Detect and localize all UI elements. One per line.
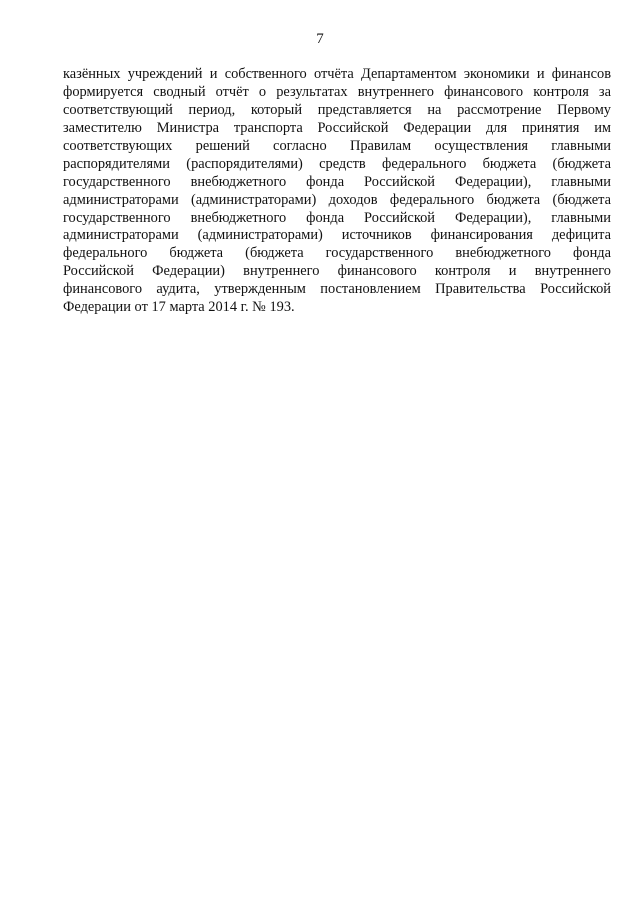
text-line: формируется сводный отчёт о результатах внутреннего финансового контроля за [63,83,611,100]
body-paragraph [63,66,611,317]
text-line: администраторами (администраторами) источников финансирования дефицита [63,227,611,244]
page-number: 7 [316,31,324,47]
text-line: Российской Федерации) внутреннего финансового контроля и внутреннего [63,263,611,280]
text-line: администраторами (администраторами) доходов федерального бюджета (бюджета [63,191,611,208]
text-line: казённых учреждений и собственного отчёта Департаментом экономики и финансов [63,66,611,82]
text-line: государственного внебюджетного фонда Российской Федерации), главными [63,209,611,226]
text-line: заместителю Министра транспорта Российской Федерации для принятия им [63,119,611,136]
text-line: Федерации от 17 марта 2014 г. № 193. [63,299,295,316]
text-line: соответствующий период, который представляется на рассмотрение Первому [63,101,611,118]
text-line: финансового аудита, утвержденным постановлением Правительства Российской [63,281,611,298]
text-line: соответствующих решений согласно Правилам осуществления главными [63,137,611,154]
text-line: распорядителями (распорядителями) средств федерального бюджета (бюджета [63,155,611,172]
text-line: государственного внебюджетного фонда Российской Федерации), главными [63,173,611,190]
text-line: федерального бюджета (бюджета государственного внебюджетного фонда [63,245,611,262]
